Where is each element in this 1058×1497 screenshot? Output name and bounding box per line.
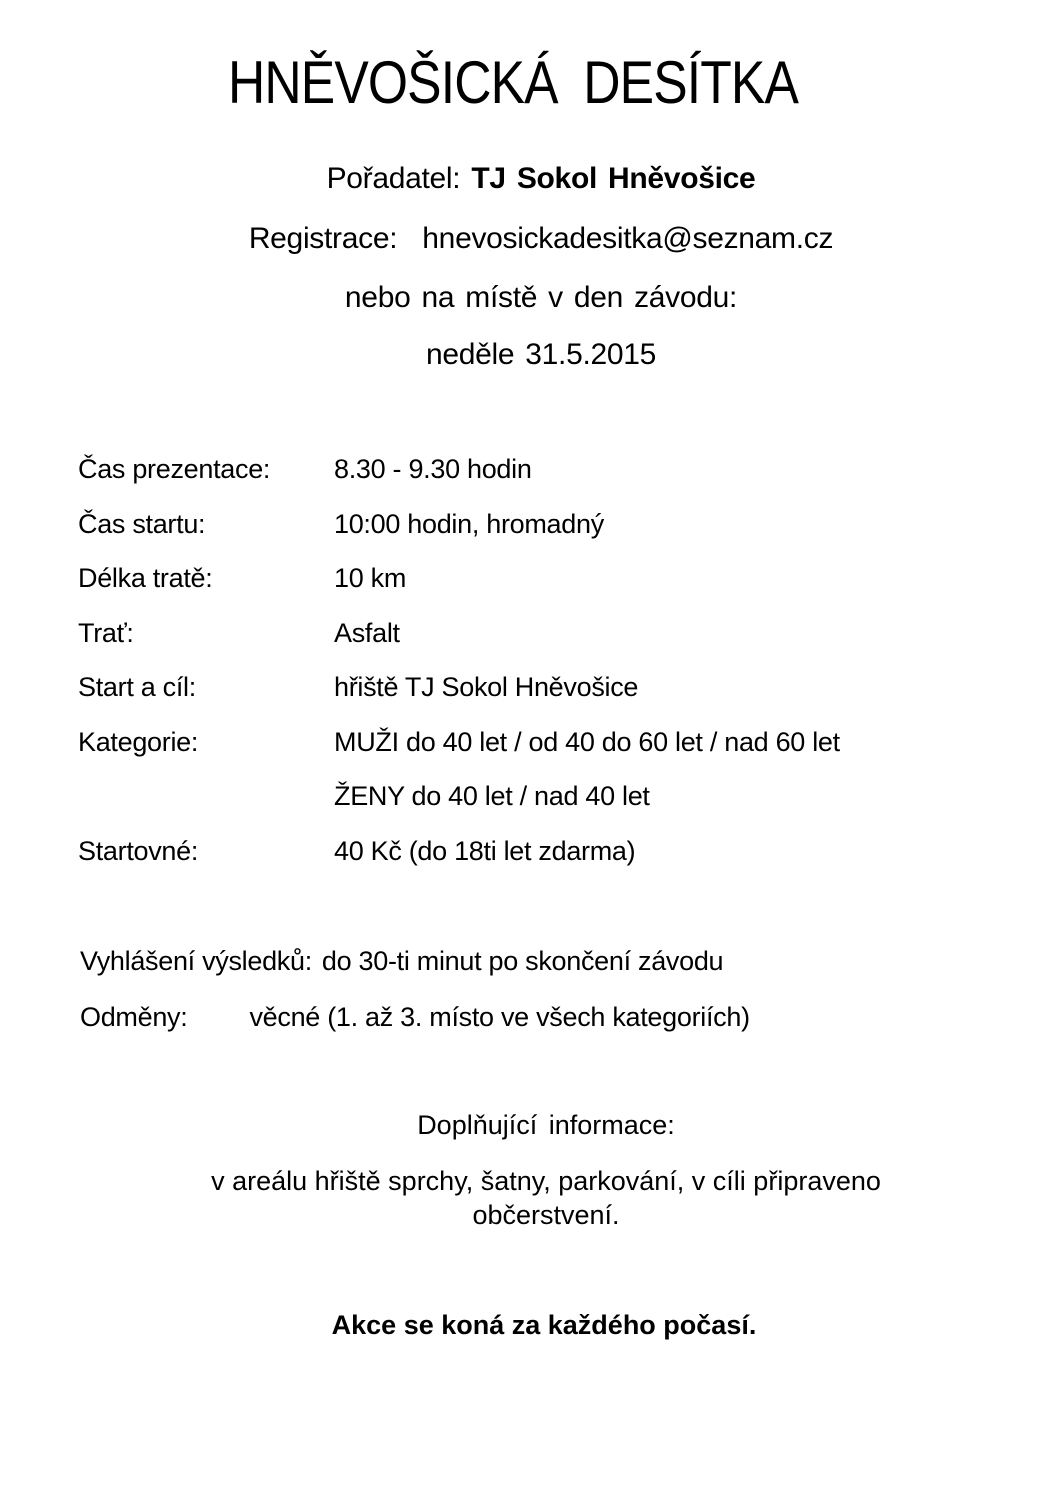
detail-label: Čas prezentace: — [78, 454, 271, 484]
detail-value: 40 Kč (do 18ti let zdarma) — [334, 836, 636, 866]
registration-email: hnevosickadesitka@seznam.cz — [422, 222, 834, 255]
registration-line — [0, 222, 1058, 256]
organizer-line — [0, 162, 1058, 196]
detail-value: 10 km — [334, 563, 407, 593]
detail-value: ŽENY do 40 let / nad 40 let — [334, 781, 650, 811]
results-value: do 30-ti minut po skončení závodu — [321, 946, 724, 976]
weather-notice: Akce se koná za každého počasí. — [331, 1310, 757, 1340]
organizer-label: Pořadatel: — [326, 162, 461, 195]
detail-label: Start a cíl: — [78, 672, 196, 702]
detail-label: Startovné: — [78, 836, 199, 866]
results-label: Vyhlášení výsledků: — [80, 946, 312, 976]
extra-info-heading: Doplňující informace: — [417, 1110, 675, 1140]
extra-info-text — [0, 1164, 1058, 1232]
results-line — [80, 946, 723, 977]
detail-label: Délka tratě: — [78, 563, 213, 593]
onsite-registration-text: nebo na místě v den závodu: — [344, 281, 738, 314]
detail-value: MUŽI do 40 let / od 40 do 60 let / nad 60 let — [334, 727, 840, 757]
prizes-line — [80, 1002, 750, 1033]
prizes-value: věcné (1. až 3. místo ve všech kategoriích) — [249, 1002, 750, 1032]
organizer-value: TJ Sokol Hněvošice — [471, 162, 756, 195]
detail-value: 10:00 hodin, hromadný — [334, 509, 604, 539]
extra-info-paragraph: v areálu hřiště sprchy, šatny, parkování, v cíli připraveno občerstvení. — [211, 1166, 881, 1230]
registration-label: Registrace: — [248, 222, 398, 255]
detail-value: 8.30 - 9.30 hodin — [334, 454, 532, 484]
detail-label: Čas startu: — [78, 509, 206, 539]
detail-value: hřiště TJ Sokol Hněvošice — [334, 672, 639, 702]
detail-value: Asfalt — [334, 618, 400, 648]
race-date: neděle 31.5.2015 — [425, 338, 657, 371]
detail-label: Trať: — [78, 618, 134, 648]
prizes-label: Odměny: — [80, 1002, 188, 1032]
page-title: HNĚVOŠICKÁ DESÍTKA — [227, 49, 799, 116]
detail-label: Kategorie: — [78, 727, 199, 757]
